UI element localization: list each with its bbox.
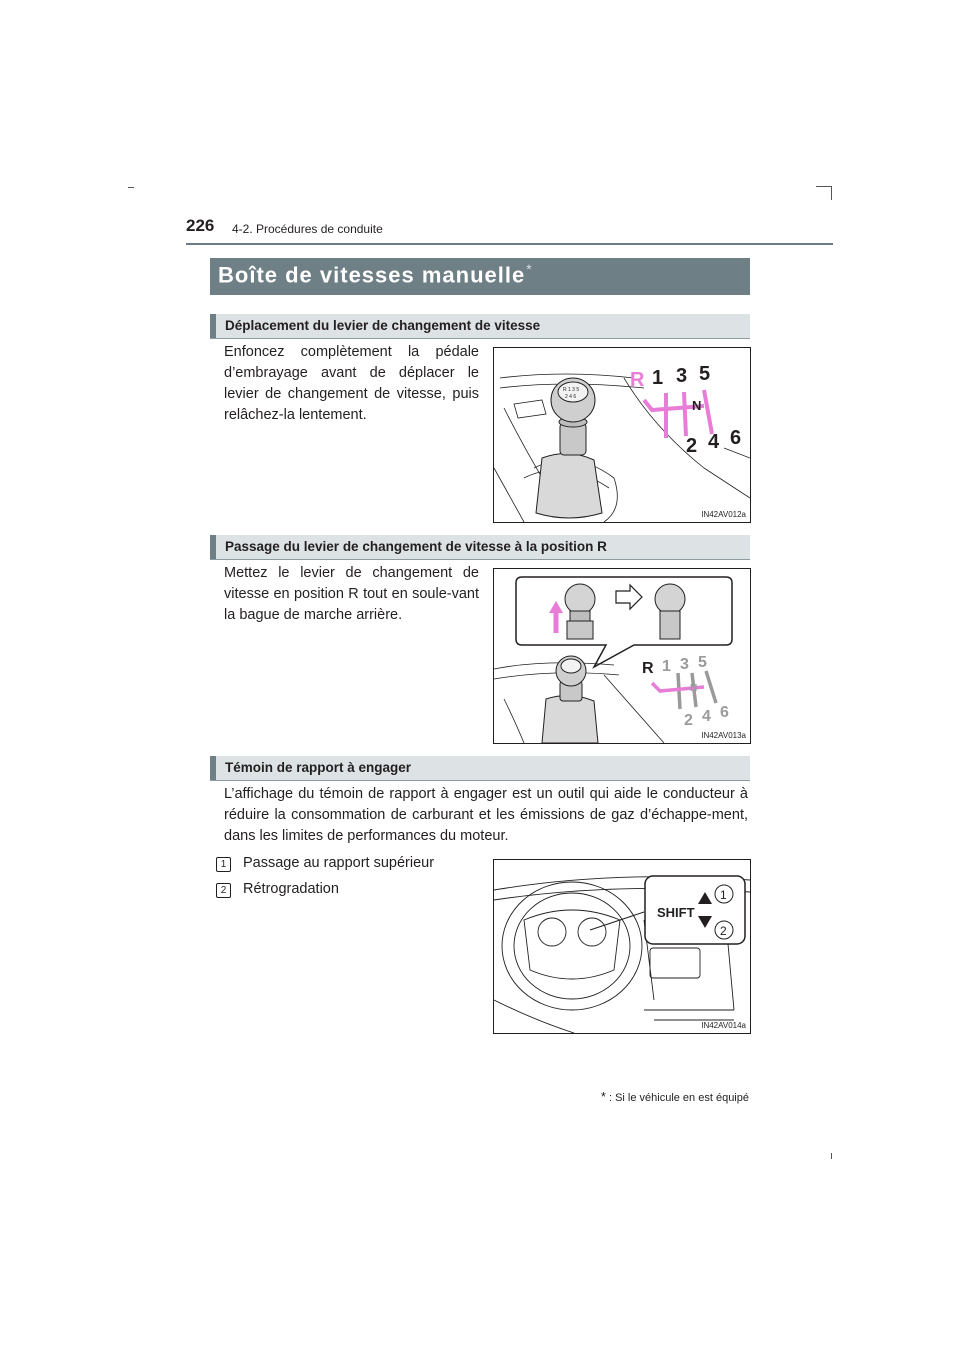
crop-mark bbox=[816, 186, 832, 187]
chapter-title: 4-2. Procédures de conduite bbox=[232, 222, 383, 236]
callout-1: 1 bbox=[720, 888, 727, 902]
figure-code: IN42AV014a bbox=[701, 1021, 746, 1030]
figure-code: IN42AV013a bbox=[701, 731, 746, 740]
callout-2: 2 bbox=[720, 924, 727, 938]
crop-mark bbox=[831, 1153, 832, 1159]
gear-label-3: 3 bbox=[680, 656, 689, 673]
gear-label-r: R bbox=[642, 660, 654, 677]
gear-label-n: N bbox=[690, 683, 698, 694]
gear-label-3: 3 bbox=[676, 365, 688, 387]
gear-lever-illustration bbox=[494, 348, 750, 522]
page-title: Boîte de vitesses manuelle bbox=[218, 262, 526, 288]
footnote bbox=[601, 1089, 749, 1104]
gear-label-5: 5 bbox=[698, 654, 707, 671]
header-rule bbox=[186, 243, 833, 245]
crop-mark bbox=[831, 186, 832, 200]
gear-label-1: 1 bbox=[652, 367, 664, 389]
gear-label-4: 4 bbox=[708, 431, 720, 453]
gear-label-r: R bbox=[630, 369, 645, 391]
gear-label-n: N bbox=[692, 398, 702, 413]
gear-label-6: 6 bbox=[720, 704, 729, 721]
svg-text:2 4 6: 2 4 6 bbox=[565, 394, 577, 400]
title-asterisk: * bbox=[526, 261, 533, 277]
footnote-asterisk: * bbox=[600, 1089, 606, 1104]
figure-code: IN42AV012a bbox=[701, 510, 746, 519]
svg-text:R 1 3 5: R 1 3 5 bbox=[563, 387, 580, 393]
item-label-downshift: Rétrogradation bbox=[243, 881, 339, 897]
reverse-ring-illustration bbox=[494, 569, 750, 743]
section-heading-text: Témoin de rapport à engager bbox=[225, 760, 412, 775]
section-body: L’affichage du témoin de rapport à engager est un outil qui aide le conducteur à réduire la consommation de carburant et les émissions de gaz d’échappe-ment, dans les limites de performances du moteur. bbox=[224, 786, 748, 844]
section-body: Mettez le levier de changement de vitesse en position R tout en soule-vant la bague de marche arrière. bbox=[224, 565, 479, 623]
figure-shift-pattern bbox=[493, 347, 751, 523]
section-heading-shift-lever bbox=[210, 314, 750, 339]
section-heading-gear-indicator bbox=[210, 756, 750, 781]
page-number: 226 bbox=[186, 216, 215, 235]
shift-indicator-label: SHIFT bbox=[657, 905, 695, 920]
item-number: 1 bbox=[216, 857, 231, 872]
section-heading-text: Déplacement du levier de changement de vitesse bbox=[225, 318, 541, 333]
gear-label-1: 1 bbox=[662, 658, 671, 675]
gear-label-2: 2 bbox=[684, 712, 693, 729]
item-number: 2 bbox=[216, 883, 231, 898]
item-label-upshift: Passage au rapport supérieur bbox=[243, 855, 435, 871]
figure-reverse-ring bbox=[493, 568, 751, 744]
crop-mark bbox=[128, 187, 134, 188]
gear-label-2: 2 bbox=[686, 435, 698, 457]
gear-label-6: 6 bbox=[730, 427, 742, 449]
section-body: Enfoncez complètement la pédale d’embrayage avant de déplacer le levier de changement de vitesse, puis relâchez-la lentement. bbox=[224, 344, 479, 423]
figure-shift-indicator bbox=[493, 859, 751, 1034]
section-heading-text: Passage du levier de changement de vitesse à la position R bbox=[225, 539, 607, 554]
section-heading-reverse bbox=[210, 535, 750, 560]
gear-label-4: 4 bbox=[702, 708, 711, 725]
footnote-text: : Si le véhicule en est équipé bbox=[608, 1092, 749, 1104]
page-title-bar bbox=[210, 258, 750, 295]
dashboard-illustration bbox=[494, 860, 750, 1033]
gear-label-5: 5 bbox=[699, 363, 711, 385]
